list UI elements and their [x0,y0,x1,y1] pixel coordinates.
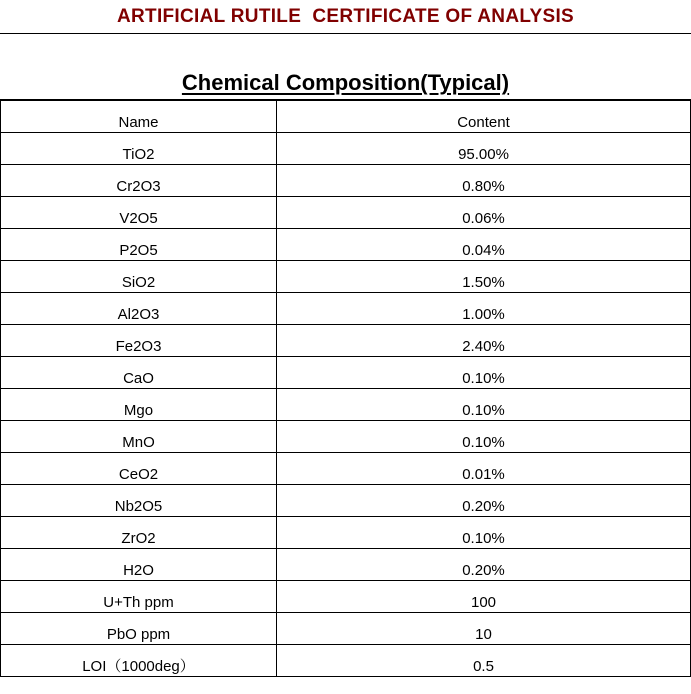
cell-name: ZrO2 [1,516,277,548]
cell-name: V2O5 [1,196,277,228]
cell-content: 10 [277,612,691,644]
cell-name: Fe2O3 [1,324,277,356]
table-row [1,292,691,324]
title-divider [0,33,691,34]
section-title: Chemical Composition(Typical) [181,70,510,95]
cell-name: LOI（1000deg） [1,644,277,676]
table-row [1,388,691,420]
cell-content: 0.10% [277,420,691,452]
cell-name: U+Th ppm [1,580,277,612]
table-row [1,516,691,548]
header-name: Name [1,100,277,132]
cell-content: 0.04% [277,228,691,260]
cell-name: Al2O3 [1,292,277,324]
cell-content: 0.10% [277,516,691,548]
table-header-row [1,100,691,132]
cell-content: 0.01% [277,452,691,484]
cell-content: 0.20% [277,484,691,516]
cell-content: 1.00% [277,292,691,324]
cell-content: 1.50% [277,260,691,292]
cell-content: 0.5 [277,644,691,676]
cell-name: P2O5 [1,228,277,260]
table-row [1,484,691,516]
table-row [1,612,691,644]
cell-name: H2O [1,548,277,580]
cell-name: CaO [1,356,277,388]
cell-content: 0.06% [277,196,691,228]
table-row [1,452,691,484]
cell-name: TiO2 [1,132,277,164]
composition-table [0,99,691,677]
cell-content: 2.40% [277,324,691,356]
table-row [1,164,691,196]
cell-name: CeO2 [1,452,277,484]
cell-name: MnO [1,420,277,452]
table-row [1,132,691,164]
cell-content: 0.10% [277,356,691,388]
table-row [1,324,691,356]
cell-name: SiO2 [1,260,277,292]
cell-name: Mgo [1,388,277,420]
table-row [1,228,691,260]
cell-name: Cr2O3 [1,164,277,196]
cell-content: 0.10% [277,388,691,420]
composition-table-body [1,100,691,676]
cell-content: 95.00% [277,132,691,164]
table-row [1,420,691,452]
cell-name: Nb2O5 [1,484,277,516]
table-row [1,548,691,580]
cell-name: PbO ppm [1,612,277,644]
table-row [1,196,691,228]
cell-content: 100 [277,580,691,612]
table-row [1,580,691,612]
cell-content: 0.80% [277,164,691,196]
table-row [1,644,691,676]
header-content: Content [277,100,691,132]
table-row [1,356,691,388]
cell-content: 0.20% [277,548,691,580]
document-title: ARTIFICIAL RUTILE CERTIFICATE OF ANALYSIS [117,6,574,27]
table-row [1,260,691,292]
